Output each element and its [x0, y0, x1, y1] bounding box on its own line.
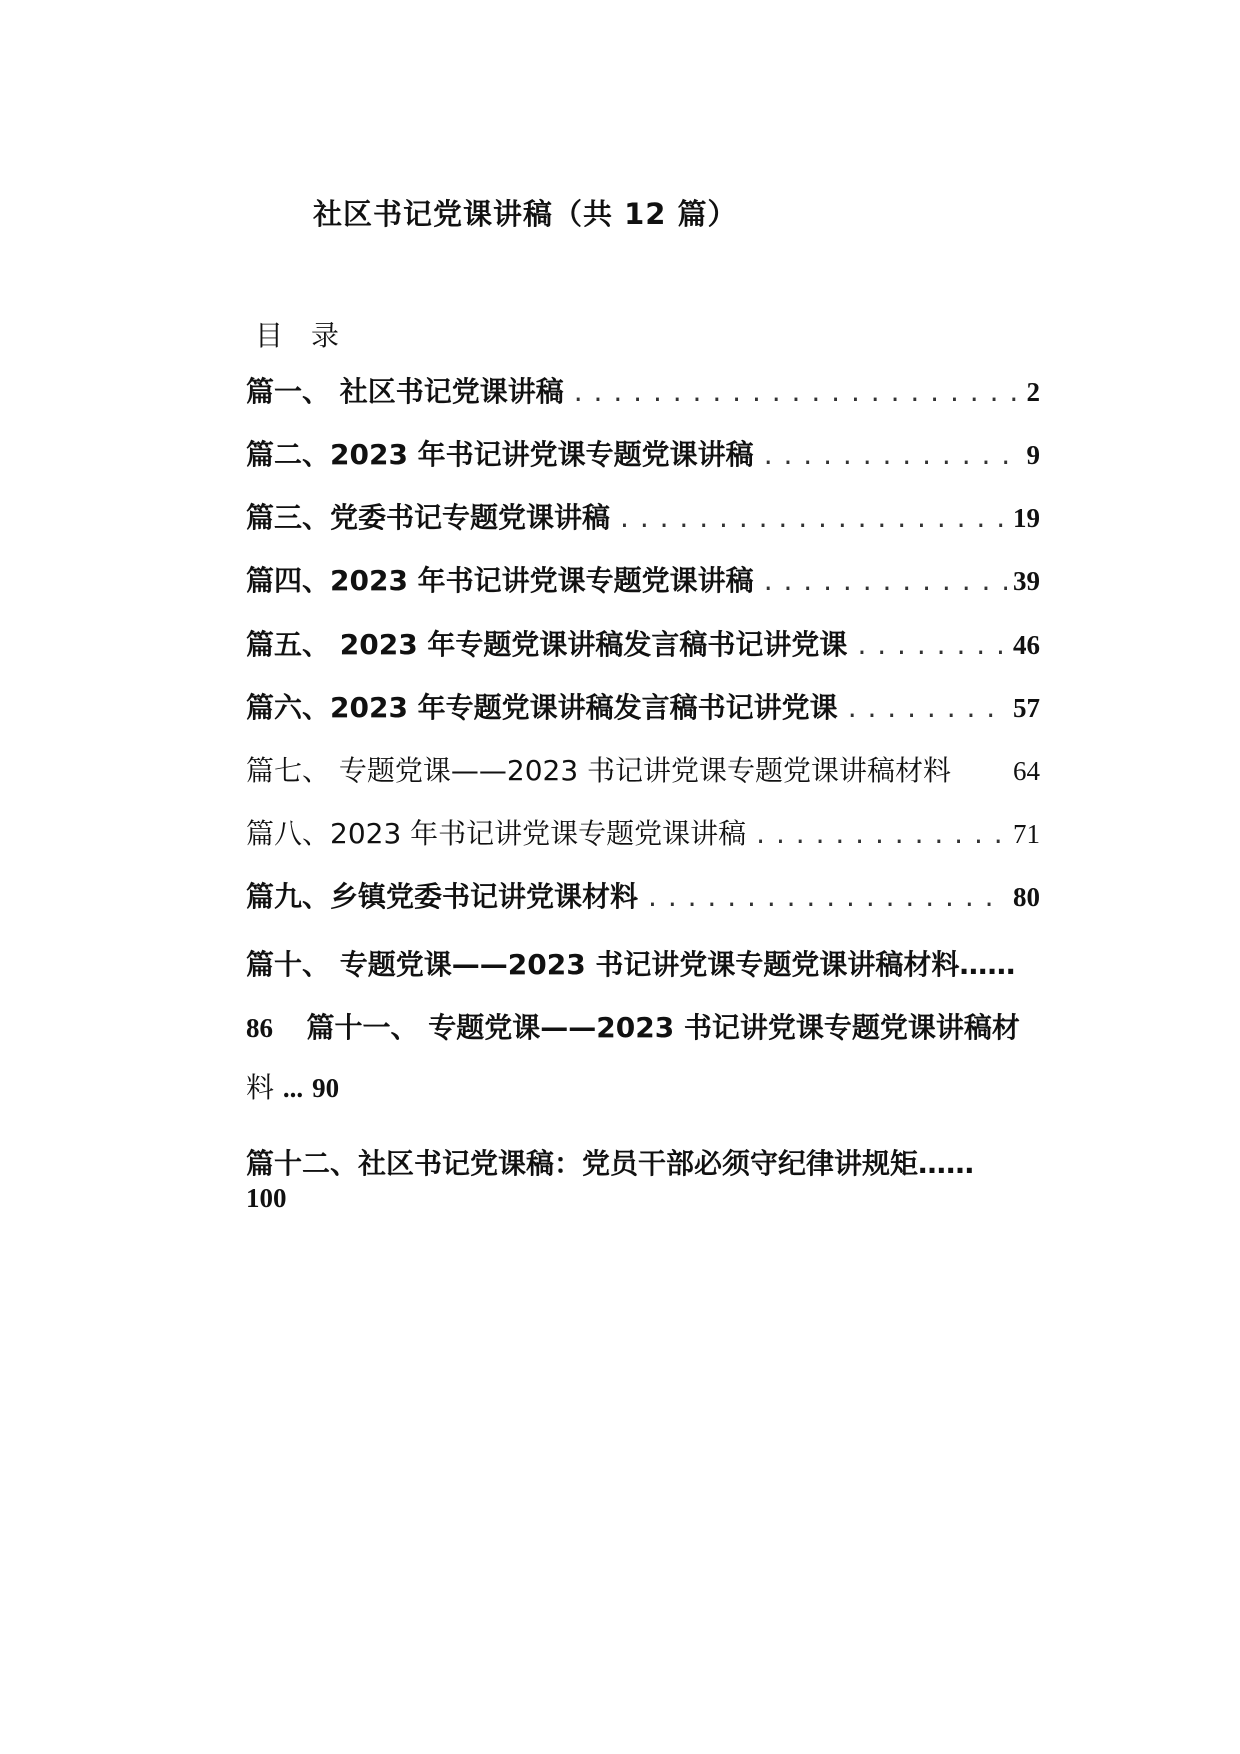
toc-entry-page: 2: [1026, 377, 1040, 407]
toc-entry-label: 篇一、 社区书记党课讲稿: [246, 375, 564, 408]
toc-entry-label: 篇五、 2023 年专题党课讲稿发言稿书记讲党课: [246, 628, 848, 661]
toc-entry-4[interactable]: [246, 563, 1040, 599]
toc-entry-page: 39: [1013, 566, 1040, 596]
toc-entry-11-cont[interactable]: [246, 1070, 339, 1106]
toc-entry-page: 64: [1013, 756, 1040, 786]
toc-entry-page: 19: [1013, 503, 1040, 533]
toc-entry-page: 100: [246, 1183, 287, 1213]
toc-entry-label: 篇六、2023 年专题党课讲稿发言稿书记讲党课: [246, 691, 838, 724]
toc-leader-dots: [764, 437, 1021, 473]
toc-entry-5[interactable]: [246, 627, 1040, 663]
toc-entry-1[interactable]: [246, 374, 1040, 410]
toc-entry-page: 90: [312, 1073, 340, 1103]
toc-entry-page: 80: [1013, 882, 1040, 912]
toc-heading: 目 录: [255, 319, 340, 352]
toc-entry-label: 篇八、2023 年书记讲党课专题党课讲稿: [246, 817, 747, 850]
toc-leader-dots: [848, 690, 1007, 726]
toc-entry-8[interactable]: [246, 816, 1040, 852]
toc-entry-10[interactable]: [246, 947, 1015, 983]
toc-entry-9[interactable]: [246, 879, 1040, 915]
toc-entry-label: 篇四、2023 年书记讲党课专题党课讲稿: [246, 564, 754, 597]
toc-entry-label: 篇十、 专题党课——2023 书记讲党课专题党课讲稿材料……: [246, 948, 1016, 981]
toc-leader-dots: [764, 563, 1007, 599]
toc-entry-label: 篇九、乡镇党委书记讲党课材料: [246, 880, 639, 913]
toc-entry-12[interactable]: [246, 1146, 974, 1182]
toc-ellipsis: ...: [282, 1073, 304, 1103]
toc-entry-page: 57: [1013, 693, 1040, 723]
toc-entry-label: 篇七、 专题党课——2023 书记讲党课专题党课讲稿材料: [246, 754, 952, 787]
toc-leader-dots: [574, 374, 1021, 410]
toc-entry-label-cont: 料: [246, 1071, 275, 1104]
toc-leader-dots: [648, 879, 1007, 915]
toc-entry-2[interactable]: [246, 437, 1040, 473]
toc-entry-page: 46: [1013, 630, 1040, 660]
toc-entry-6[interactable]: [246, 690, 1040, 726]
toc-entry-label: 篇十二、社区书记党课稿：党员干部必须守纪律讲规矩……: [246, 1147, 975, 1180]
toc-entry-page: 86: [246, 1013, 273, 1043]
toc-entry-7[interactable]: [246, 753, 1040, 789]
toc-entry-page: 9: [1026, 440, 1040, 470]
toc-entry-3[interactable]: [246, 500, 1040, 536]
toc-entry-label: 篇三、党委书记专题党课讲稿: [246, 501, 611, 534]
toc-leader-dots: [620, 500, 1007, 536]
toc-entry-label: 篇十一、 专题党课——2023 书记讲党课专题党课讲稿材: [306, 1011, 1020, 1044]
toc-entry-label: 篇二、2023 年书记讲党课专题党课讲稿: [246, 438, 754, 471]
document-title: 社区书记党课讲稿（共 12 篇）: [313, 197, 738, 231]
toc-leader-dots: [756, 816, 1007, 852]
toc-entry-10-11-line[interactable]: [246, 1010, 1020, 1046]
toc-entry-page: 71: [1013, 819, 1040, 849]
toc-leader-dots: [857, 627, 1007, 663]
